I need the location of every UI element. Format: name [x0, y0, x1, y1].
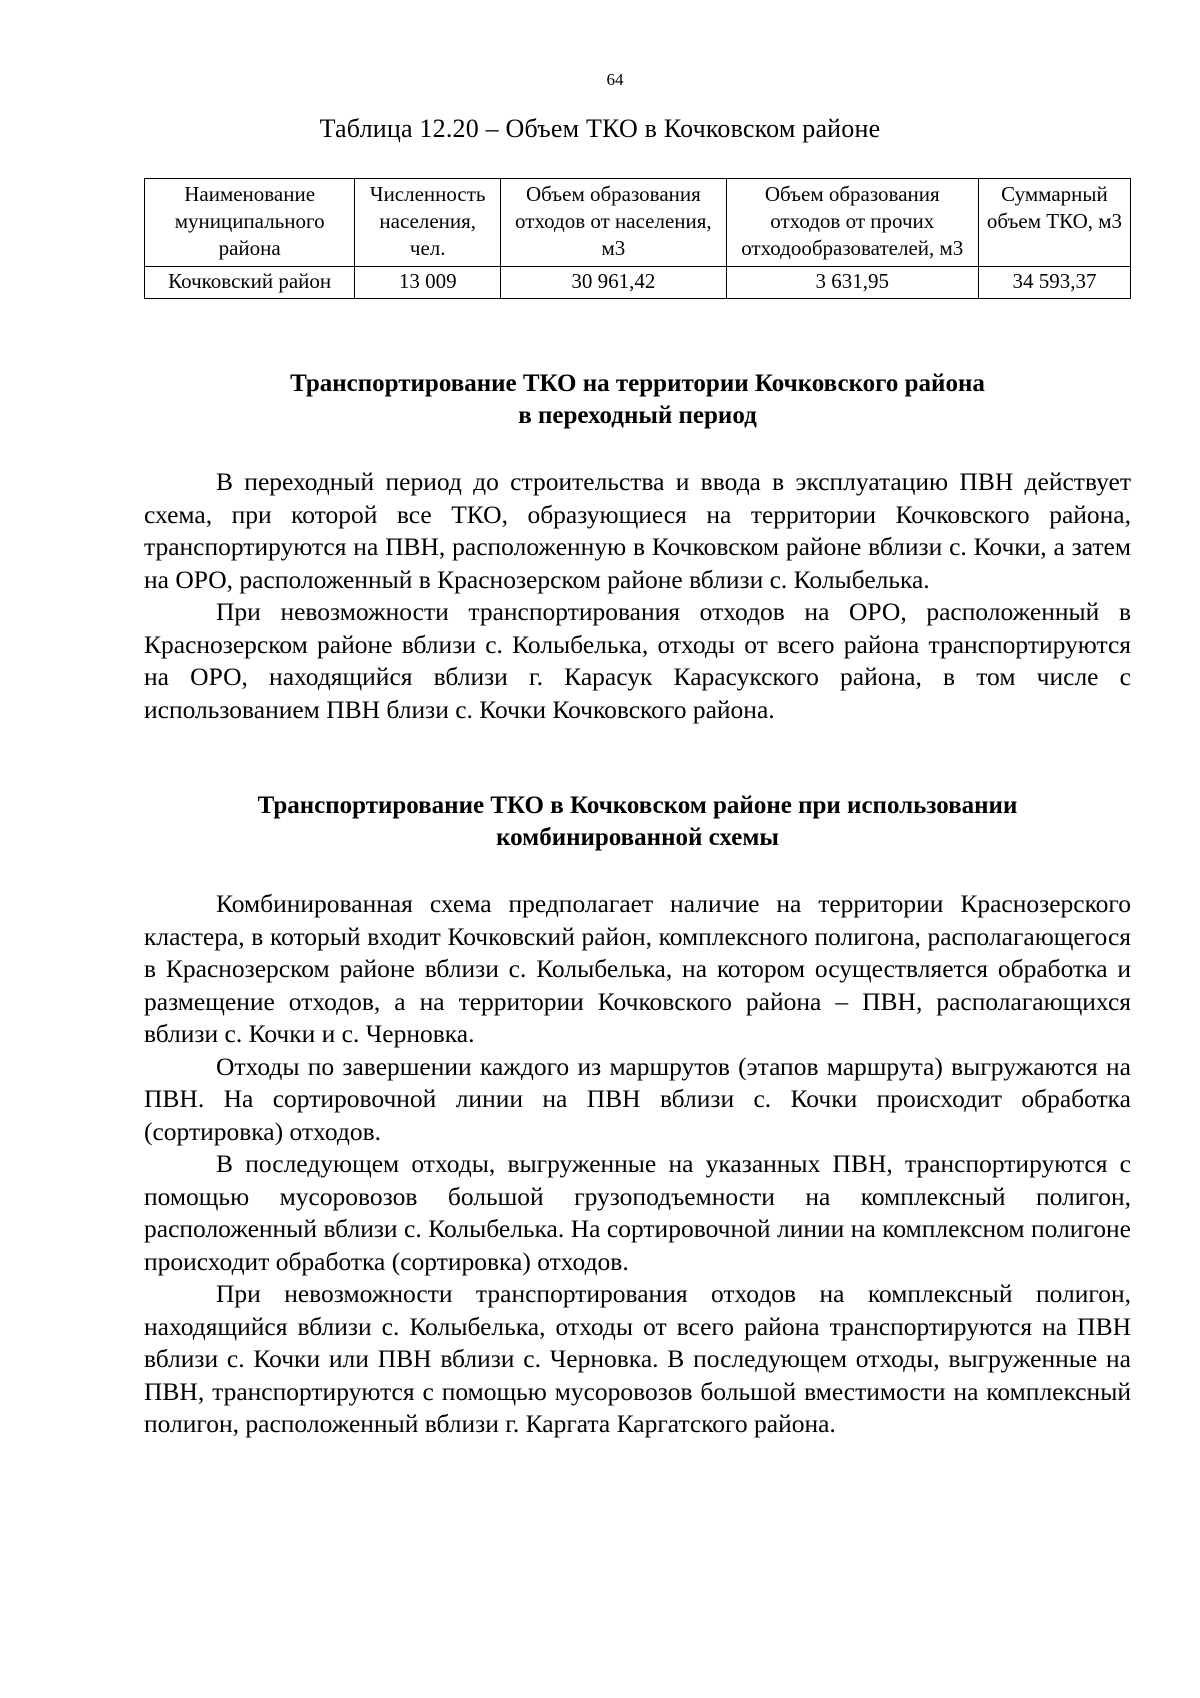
- section-heading-transitional: [144, 368, 1131, 432]
- paragraph: При невозможности транспортирования отходов на ОРО, расположенный в Краснозерском районе вблизи с. Колыбелька, отходы от всего района транспортируются на ОРО, находящийся вблизи г. Карасук Карасукского района, в том числе с использованием ПВН близи с. Кочки Кочковского района.: [144, 597, 1131, 724]
- cell-district-name: Кочковский район: [145, 267, 355, 299]
- section-body-transitional: [144, 466, 1131, 726]
- table-row: [145, 267, 1131, 299]
- section-heading-line: в переходный период: [518, 402, 757, 429]
- cell-population: 13 009: [355, 267, 501, 299]
- cell-volume-population: 30 961,42: [501, 267, 726, 299]
- page-number: 64: [606, 70, 624, 89]
- header-total-volume: Суммарный объем ТКО, м3: [978, 179, 1130, 267]
- header-district-name: Наименование муниципального района: [145, 179, 355, 267]
- waste-volume-table: [144, 178, 1131, 299]
- table-header-row: [145, 179, 1131, 267]
- header-volume-population: Объем образования отходов от населения, м3: [501, 179, 726, 267]
- section-heading-combined: [144, 790, 1131, 854]
- header-population: Численность населения, чел.: [355, 179, 501, 267]
- table-caption: Таблица 12.20 – Объем ТКО в Кочковском районе: [319, 114, 881, 143]
- section-heading-line: комбинированной схемы: [496, 824, 779, 851]
- table-header: [145, 179, 1131, 267]
- cell-total-volume: 34 593,37: [978, 267, 1130, 299]
- header-volume-other: Объем образования отходов от прочих отходообразователей, м3: [726, 179, 978, 267]
- section-body-combined: [144, 888, 1131, 1441]
- paragraph: В последующем отходы, выгруженные на указанных ПВН, транспортируются с помощью мусоровозов большой грузоподъемности на комплексный полигон, расположенный вблизи с. Колыбелька. На сортировочной линии на комплексном полигоне происходит обработка (сортировка) отходов.: [144, 1149, 1131, 1276]
- cell-volume-other: 3 631,95: [726, 267, 978, 299]
- paragraph: Отходы по завершении каждого из маршрутов (этапов маршрута) выгружаются на ПВН. На сортировочной линии на ПВН вблизи с. Кочки происходит обработка (сортировка) отходов.: [144, 1051, 1131, 1146]
- table-body: [145, 267, 1131, 299]
- section-heading-line: Транспортирование ТКО на территории Кочковского района: [290, 370, 985, 397]
- paragraph: В переходный период до строительства и ввода в эксплуатацию ПВН действует схема, при которой все ТКО, образующиеся на территории Кочковского района, транспортируются на ПВН, расположенную в Кочковском районе вблизи с. Кочки, а затем на ОРО, расположенный в Краснозерском районе вблизи с. Колыбелька.: [144, 467, 1131, 594]
- section-heading-line: Транспортирование ТКО в Кочковском районе при использовании: [257, 792, 1018, 819]
- paragraph: Комбинированная схема предполагает наличие на территории Краснозерского кластера, в который входит Кочковский район, комплексного полигона, располагающегося в Краснозерском районе вблизи с. Колыбелька, на котором осуществляется обработка и размещение отходов, а на территории Кочковского района – ПВН, располагающихся вблизи с. Кочки и с. Черновка.: [144, 889, 1131, 1048]
- paragraph: При невозможности транспортирования отходов на комплексный полигон, находящийся вблизи с. Колыбелька, отходы от всего района транспортируются на ПВН вблизи с. Кочки или ПВН вблизи с. Черновка. В последующем отходы, выгруженные на ПВН, транспортируются с помощью мусоровозов большой вместимости на комплексный полигон, расположенный вблизи г. Каргата Каргатского района.: [144, 1279, 1131, 1438]
